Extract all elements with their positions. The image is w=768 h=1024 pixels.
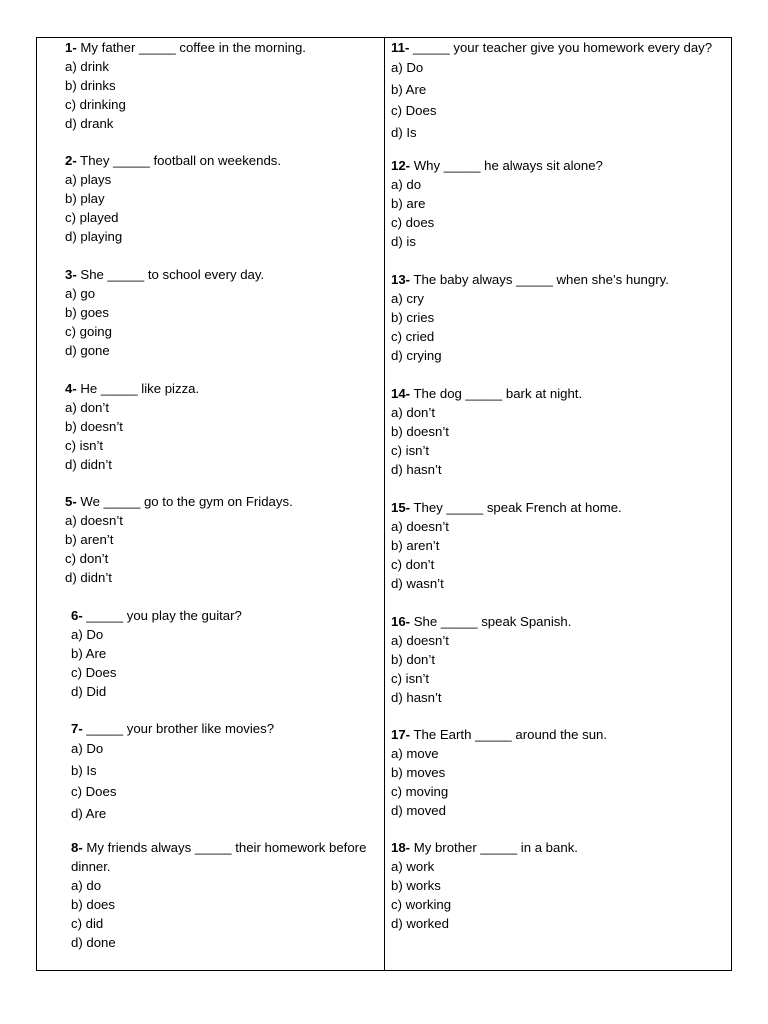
option-b: b) aren’t (65, 532, 114, 547)
option-d: d) worked (391, 916, 449, 931)
question-text: He _____ like pizza. (80, 381, 200, 396)
question-text: _____ your teacher give you homework every day? (413, 40, 713, 55)
option-a: a) don’t (391, 405, 435, 420)
option-d: d) didn’t (65, 570, 112, 585)
question-number: 4- (65, 381, 77, 396)
question-number: 12- (391, 158, 411, 173)
question-number: 17- (391, 727, 411, 742)
option-a: a) doesn’t (65, 513, 123, 528)
option-a: a) move (391, 746, 439, 761)
option-c: c) working (391, 897, 452, 912)
option-a: a) doesn’t (391, 519, 449, 534)
option-c: c) played (65, 210, 119, 225)
question-number: 13- (391, 272, 411, 287)
option-b: b) Are (71, 646, 107, 661)
question-number: 5- (65, 494, 77, 509)
option-d: d) hasn’t (391, 462, 442, 477)
question-number: 3- (65, 267, 77, 282)
question-18 (391, 838, 731, 933)
option-b: b) moves (391, 765, 446, 780)
question-text: My friends always _____ their homework before dinner. (71, 840, 367, 874)
option-c: c) drinking (65, 97, 126, 112)
question-text: The Earth _____ around the sun. (413, 727, 608, 742)
option-a: a) doesn’t (391, 633, 449, 648)
option-b: b) does (71, 897, 115, 912)
option-a: a) drink (65, 59, 109, 74)
option-a: a) go (65, 286, 96, 301)
option-b: b) Are (391, 81, 427, 97)
option-c: c) don’t (65, 551, 109, 566)
option-a: a) Do (71, 627, 104, 642)
question-6 (71, 606, 387, 701)
question-4 (65, 379, 381, 474)
question-text: We _____ go to the gym on Fridays. (80, 494, 293, 509)
option-b: b) doesn’t (391, 424, 449, 439)
question-12 (391, 156, 731, 251)
question-5 (65, 492, 381, 587)
option-d: d) hasn’t (391, 690, 442, 705)
option-b: b) drinks (65, 78, 116, 93)
option-c: c) going (65, 324, 112, 339)
option-c: c) Does (391, 103, 437, 118)
option-d: d) is (391, 234, 416, 249)
question-16 (391, 612, 731, 707)
question-number: 8- (71, 840, 83, 855)
question-number: 16- (391, 614, 411, 629)
option-b: b) play (65, 191, 105, 206)
column-divider (384, 38, 385, 970)
option-c: c) moving (391, 784, 449, 799)
question-text: _____ you play the guitar? (86, 608, 242, 623)
option-a: a) don’t (65, 400, 109, 415)
option-b: b) cries (391, 310, 435, 325)
question-2 (65, 151, 381, 246)
question-number: 15- (391, 500, 411, 515)
option-c: c) cried (391, 329, 435, 344)
option-d: d) Are (71, 805, 107, 821)
question-text: They _____ football on weekends. (80, 153, 282, 168)
question-7 (71, 719, 387, 824)
question-number: 7- (71, 721, 83, 736)
option-a: a) do (391, 177, 422, 192)
option-a: a) cry (391, 291, 424, 306)
option-d: d) playing (65, 229, 123, 244)
question-text: The baby always _____ when she’s hungry. (413, 272, 669, 287)
option-d: d) wasn’t (391, 576, 444, 591)
option-a: a) work (391, 859, 435, 874)
question-1 (65, 38, 381, 133)
option-c: c) isn’t (391, 671, 430, 686)
option-c: c) does (391, 215, 435, 230)
option-d: d) Did (71, 684, 107, 699)
option-b: b) don’t (391, 652, 435, 667)
question-14 (391, 384, 731, 479)
option-b: b) doesn’t (65, 419, 123, 434)
option-b: b) goes (65, 305, 109, 320)
question-number: 11- (391, 40, 410, 55)
question-3 (65, 265, 381, 360)
option-a: a) Do (391, 60, 424, 75)
question-text: She _____ to school every day. (80, 267, 265, 282)
question-number: 18- (391, 840, 411, 855)
question-text: My father _____ coffee in the morning. (80, 40, 306, 55)
question-text: _____ your brother like movies? (86, 721, 275, 736)
option-c: c) don’t (391, 557, 435, 572)
option-d: d) crying (391, 348, 442, 363)
option-c: c) did (71, 916, 104, 931)
question-13 (391, 270, 731, 365)
question-text: She _____ speak Spanish. (413, 614, 572, 629)
option-b: b) aren’t (391, 538, 440, 553)
option-d: d) drank (65, 116, 114, 131)
option-d: d) done (71, 935, 116, 950)
question-8 (71, 838, 381, 952)
question-17 (391, 725, 731, 820)
question-text: They _____ speak French at home. (413, 500, 622, 515)
option-d: d) gone (65, 343, 110, 358)
question-text: Why _____ he always sit alone? (413, 158, 603, 173)
option-c: c) Does (71, 665, 117, 680)
option-a: a) do (71, 878, 102, 893)
option-d: d) Is (391, 124, 417, 140)
question-11 (391, 38, 731, 143)
question-number: 14- (391, 386, 411, 401)
question-text: The dog _____ bark at night. (413, 386, 583, 401)
question-15 (391, 498, 731, 593)
question-number: 1- (65, 40, 77, 55)
question-text: My brother _____ in a bank. (413, 840, 578, 855)
question-number: 2- (65, 153, 77, 168)
option-c: c) isn’t (391, 443, 430, 458)
worksheet-table (36, 37, 732, 971)
option-a: a) plays (65, 172, 112, 187)
option-c: c) isn’t (65, 438, 104, 453)
option-d: d) didn’t (65, 457, 112, 472)
question-number: 6- (71, 608, 83, 623)
option-c: c) Does (71, 784, 117, 799)
option-d: d) moved (391, 803, 446, 818)
option-b: b) Is (71, 762, 97, 778)
option-b: b) works (391, 878, 441, 893)
option-b: b) are (391, 196, 426, 211)
option-a: a) Do (71, 741, 104, 756)
